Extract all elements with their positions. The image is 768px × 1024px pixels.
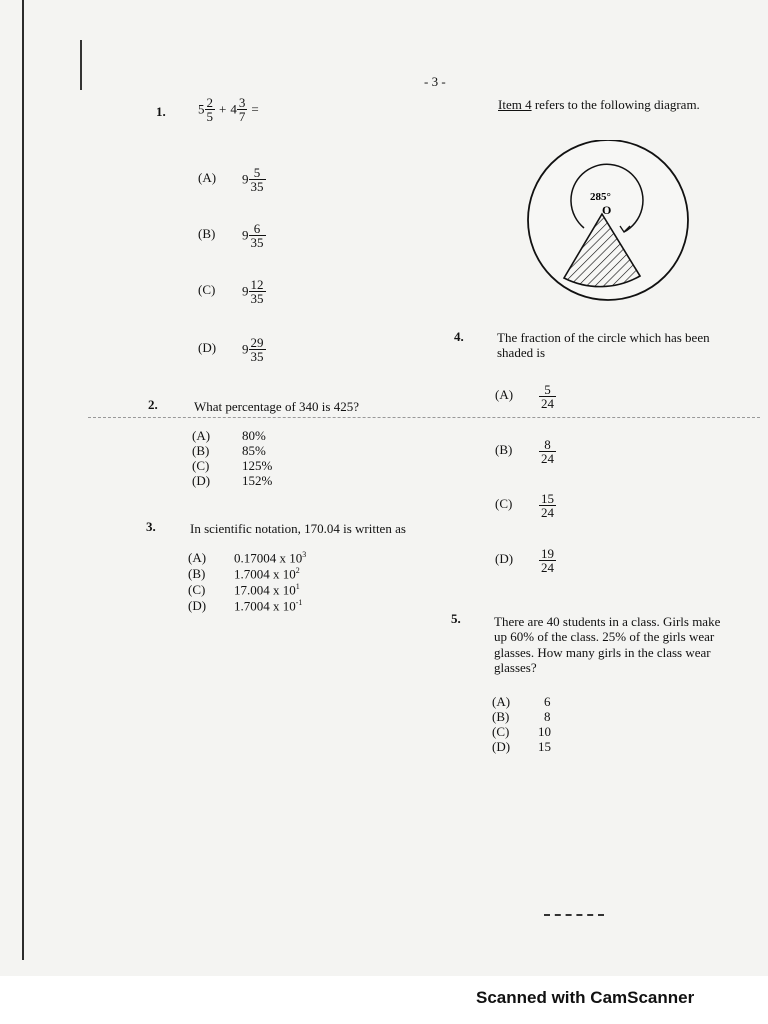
q1-option-c[interactable]	[198, 278, 266, 305]
option-value: 85%	[242, 443, 266, 458]
q1-frac1-num: 2	[206, 95, 213, 110]
option-den: 35	[250, 349, 264, 364]
q3-number: 3.	[146, 519, 156, 534]
option-num: 8	[539, 438, 556, 452]
q1-frac2-den: 7	[238, 109, 246, 124]
q3-option-b[interactable]	[188, 566, 300, 582]
q2-question: What percentage of 340 is 425?	[194, 399, 359, 414]
option-den: 24	[541, 560, 554, 575]
option-exponent: 2	[295, 566, 300, 575]
option-label: (A)	[495, 387, 514, 403]
option-label: (A)	[198, 170, 217, 186]
q2-option-b[interactable]	[192, 443, 266, 459]
q1-whole2: 4	[230, 101, 237, 117]
page-number: - 3 -	[424, 74, 446, 89]
q1-frac1	[205, 96, 216, 123]
q2-option-d[interactable]	[192, 473, 272, 489]
q1-frac1-den: 5	[206, 109, 213, 124]
q5-line-2: up 60% of the class. 25% of the girls wear	[494, 629, 715, 644]
option-label: (D)	[192, 473, 211, 488]
circle-diagram	[520, 140, 696, 316]
option-num: 15	[541, 491, 554, 506]
page-end-mark	[544, 914, 604, 916]
q5-line-4: glasses?	[494, 660, 537, 675]
q1-equals: =	[251, 101, 259, 117]
q4-number: 4.	[454, 329, 464, 344]
option-value: 15	[538, 739, 551, 754]
q2-option-c[interactable]	[192, 458, 272, 474]
option-exponent: -1	[295, 598, 303, 607]
option-mantissa: 1.7004 x 10	[234, 598, 296, 614]
option-den: 24	[541, 505, 554, 520]
option-num: 5	[249, 166, 266, 180]
option-label: (D)	[188, 598, 207, 614]
option-label: (C)	[192, 458, 210, 473]
scanner-watermark: Scanned with CamScanner	[476, 988, 695, 1007]
option-label: (C)	[188, 582, 206, 598]
q4-option-c[interactable]	[495, 492, 556, 519]
q2-number: 2.	[148, 397, 158, 412]
option-label: (C)	[492, 724, 510, 739]
option-den: 35	[250, 291, 264, 306]
option-label: (B)	[495, 442, 513, 458]
option-value: 6	[544, 694, 551, 709]
q3-option-a[interactable]	[188, 550, 306, 566]
option-den: 24	[541, 451, 554, 466]
option-label: (B)	[192, 443, 210, 458]
q5-option-a[interactable]	[492, 694, 551, 710]
q1-frac2-num: 3	[238, 95, 246, 110]
option-num: 19	[541, 546, 554, 561]
q4-option-b[interactable]	[495, 438, 556, 465]
q5-number: 5.	[451, 611, 461, 626]
option-value: 125%	[242, 458, 273, 473]
q3-question: In scientific notation, 170.04 is written as	[190, 521, 406, 536]
q1-frac2	[237, 96, 248, 123]
option-label: (A)	[492, 694, 511, 709]
q1-option-b[interactable]	[198, 222, 266, 249]
fold-line	[88, 417, 760, 418]
scan-edge-shadow	[22, 0, 24, 960]
option-whole: 9	[242, 283, 249, 299]
option-label: (D)	[492, 739, 511, 754]
option-label: (C)	[495, 496, 513, 512]
option-label: (C)	[198, 282, 216, 298]
item4-ref: Item 4	[498, 97, 532, 112]
option-exponent: 3	[302, 550, 307, 559]
option-label: (B)	[492, 709, 510, 724]
option-den: 35	[250, 235, 264, 250]
q1-plus: +	[219, 101, 227, 117]
q4-question-line2: shaded is	[497, 345, 546, 360]
option-label: (D)	[495, 551, 514, 567]
q4-question-line1: The fraction of the circle which has been	[497, 330, 710, 345]
q5-option-d[interactable]	[492, 739, 551, 755]
q1-option-d[interactable]	[198, 336, 266, 363]
q5-line-3: glasses. How many girls in the class wear	[494, 645, 711, 660]
q1-number: 1.	[156, 104, 166, 119]
q3-option-c[interactable]	[188, 582, 300, 598]
option-value: 152%	[242, 473, 273, 488]
option-whole: 9	[242, 227, 249, 243]
option-label: (D)	[198, 340, 217, 356]
q3-option-d[interactable]	[188, 598, 302, 614]
option-whole: 9	[242, 341, 249, 357]
q2-option-a[interactable]	[192, 428, 266, 444]
option-num: 6	[249, 222, 266, 236]
q5-option-b[interactable]	[492, 709, 551, 725]
item4-intro-rest: refers to the following diagram.	[531, 97, 700, 112]
option-value: 10	[538, 724, 551, 739]
q4-option-d[interactable]	[495, 547, 556, 574]
option-num: 29	[250, 335, 264, 350]
option-num: 12	[250, 277, 264, 292]
option-value: 8	[544, 709, 551, 724]
option-exponent: 1	[295, 582, 300, 591]
q1-option-a[interactable]	[198, 166, 266, 193]
option-label: (A)	[188, 550, 207, 566]
option-label: (B)	[188, 566, 206, 582]
q1-whole1: 5	[198, 101, 205, 117]
option-mantissa: 1.7004 x 10	[234, 566, 296, 582]
q5-line-1: There are 40 students in a class. Girls make	[494, 614, 721, 629]
item4-intro	[498, 97, 700, 112]
option-den: 35	[250, 179, 264, 194]
q4-option-a[interactable]	[495, 383, 556, 410]
option-whole: 9	[242, 171, 249, 187]
option-value: 80%	[242, 428, 266, 443]
option-mantissa: 17.004 x 10	[234, 582, 296, 598]
angle-label: 285°	[590, 191, 611, 203]
q5-option-c[interactable]	[492, 724, 551, 740]
option-den: 24	[541, 396, 554, 411]
option-label: (A)	[192, 428, 211, 443]
option-num: 5	[539, 383, 556, 397]
center-label: O	[602, 203, 612, 217]
option-label: (B)	[198, 226, 216, 242]
option-mantissa: 0.17004 x 10	[234, 550, 303, 566]
margin-mark	[80, 40, 82, 90]
q1-expression	[198, 96, 259, 123]
